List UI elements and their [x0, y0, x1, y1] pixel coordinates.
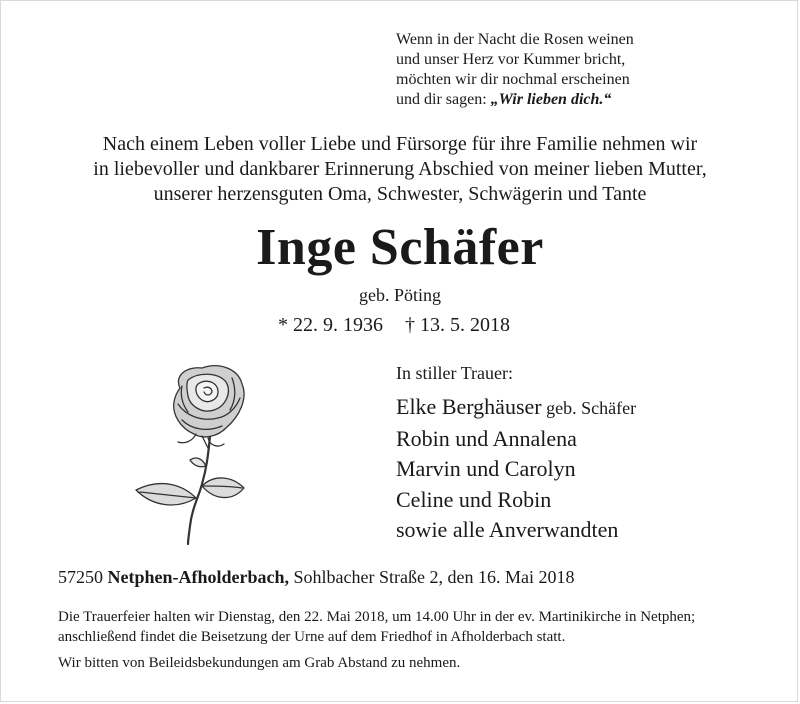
intro-line: unserer herzensguten Oma, Schwester, Schwägerin und Tante	[153, 183, 647, 205]
life-dates	[278, 313, 510, 337]
condolence-notice: Wir bitten von Beileidsbekundungen am Grab Abstand zu nehmen.	[58, 655, 461, 671]
poem-last-prefix: und dir sagen:	[396, 91, 491, 108]
poem-emphasis: „Wir lieben dich.“	[490, 91, 612, 108]
poem-line-last	[396, 90, 634, 110]
mourner-name: Elke Berghäuser	[396, 394, 542, 419]
mourner-line	[396, 392, 636, 424]
mourner-line: Robin und Annalena	[396, 425, 577, 451]
poem-line: und unser Herz vor Kummer bricht,	[396, 51, 626, 68]
intro-text	[0, 132, 800, 207]
mourners-list	[396, 392, 636, 546]
deceased-name: Inge Schäfer	[256, 219, 544, 276]
address-zip: 57250	[58, 567, 103, 587]
address-street-date: Sohlbacher Straße 2, den 16. Mai 2018	[293, 567, 575, 587]
birth-date: * 22. 9. 1936	[278, 314, 383, 336]
mourner-line: sowie alle Anverwandten	[396, 517, 619, 542]
rose-icon	[122, 358, 252, 548]
poem-line: Wenn in der Nacht die Rosen weinen	[396, 31, 634, 48]
address-line	[58, 566, 574, 588]
mourner-line: Celine und Robin	[396, 486, 552, 512]
mourner-line: Marvin und Carolyn	[396, 456, 576, 481]
intro-line: Nach einem Leben voller Liebe und Fürsorge für ihre Familie nehmen wir	[102, 133, 698, 155]
intro-line: in liebevoller und dankbarer Erinnerung Abschied von meiner lieben Mutter,	[93, 158, 707, 180]
poem-line: möchten wir dir nochmal erscheinen	[396, 71, 630, 88]
address-place: Netphen-Afholderbach,	[107, 567, 290, 587]
mourners-heading: In stiller Trauer:	[396, 363, 513, 383]
death-date: † 13. 5. 2018	[405, 314, 510, 336]
poem	[396, 30, 634, 110]
mourner-maiden: geb. Schäfer	[541, 398, 637, 418]
maiden-name: geb. Pöting	[358, 285, 441, 305]
funeral-notice: Die Trauerfeier halten wir Dienstag, den 22. Mai 2018, um 14.00 Uhr in der ev. Martinikirche in Netphen; anschließend findet die Beisetzung der Urne auf dem Friedhof in Afholderbach statt.	[58, 609, 696, 645]
